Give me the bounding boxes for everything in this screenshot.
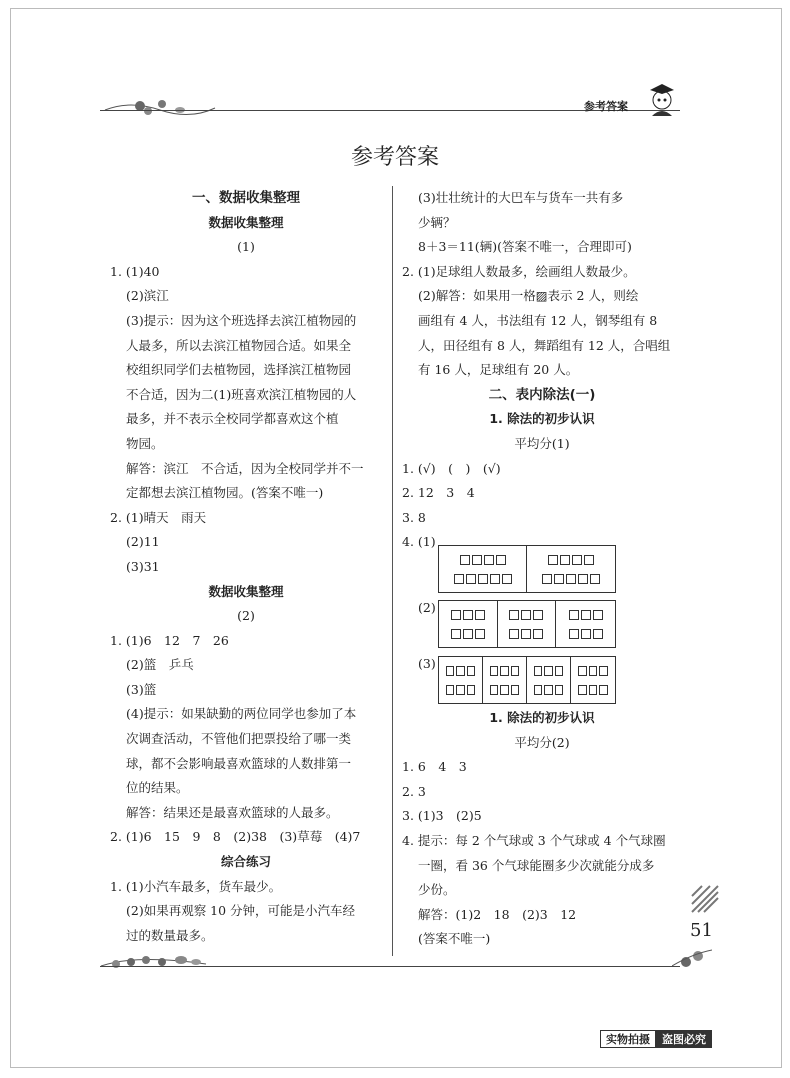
- answer-line: (3)篮: [126, 681, 157, 697]
- division-diagram-3: [438, 656, 616, 704]
- answer-line: 2. 12 3 4: [402, 485, 475, 501]
- answer-line: (2): [237, 608, 255, 624]
- answer-line: 1. (1)小汽车最多，货车最少。: [110, 878, 282, 894]
- floral-ornament-icon: [96, 950, 216, 976]
- answer-line: (2)解答：如果用一格▨表示 2 人，则绘: [418, 288, 639, 304]
- answer-line: (答案不唯一): [418, 931, 491, 947]
- right-column-bottom: [402, 706, 682, 952]
- answer-line: 解答：结果还是最喜欢篮球的人最多。: [126, 804, 339, 820]
- division-diagram-2: [438, 600, 616, 648]
- answer-line: 人，田径组有 8 人，舞蹈组有 12 人，合唱组: [418, 337, 671, 353]
- answer-line: 4. (1): [402, 534, 436, 550]
- diagram-label-2: (2): [418, 600, 436, 615]
- watermark-stamp: [600, 1030, 712, 1048]
- column-divider: [392, 186, 393, 956]
- answer-line: 过的数量最多。: [126, 927, 214, 943]
- answer-line: 解答：(1)2 18 (2)3 12: [418, 906, 577, 922]
- footer-rule: [100, 966, 680, 967]
- division-diagram-1: [438, 545, 616, 593]
- answer-line: 综合练习: [220, 854, 271, 870]
- answer-line: 物园。: [126, 435, 164, 451]
- answer-line: 数据收集整理: [208, 214, 284, 230]
- answer-line: 解答：滨江 不合适，因为全校同学并不一: [126, 460, 364, 476]
- answer-line: 1. 6 4 3: [402, 759, 467, 775]
- answer-line: 2. (1)6 15 9 8 (2)38 (3)草莓 (4)7: [110, 829, 361, 845]
- answer-line: 一、数据收集整理: [192, 190, 300, 206]
- corner-decoration-icon: [690, 884, 720, 914]
- stamp-right: 盗图必究: [656, 1030, 712, 1048]
- answer-line: 1. 除法的初步认识: [489, 710, 595, 725]
- answer-line: 最多，并不表示全校同学都喜欢这个植: [126, 411, 339, 427]
- floral-ornament-icon: [100, 96, 220, 122]
- answer-line: (3)31: [126, 558, 160, 574]
- answer-line: 2. (1)晴天 雨天: [110, 509, 207, 525]
- answer-line: 校组织同学们去植物园，选择滨江植物园: [126, 362, 352, 378]
- answer-line: 8＋3＝11(辆)(答案不唯一，合理即可): [418, 239, 632, 255]
- floral-ornament-icon: [672, 946, 712, 972]
- answer-line: 二、表内除法(一): [488, 386, 596, 403]
- answer-line: 少份。: [418, 882, 456, 898]
- answer-line: (3)壮壮统计的大巴车与货车一共有多: [418, 190, 624, 205]
- right-column-top: [402, 186, 682, 555]
- answer-line: 定都想去滨江植物园。(答案不唯一): [126, 485, 324, 501]
- answer-line: 一圈，看 36 个气球能圈多少次就能分成多: [418, 857, 655, 873]
- answer-line: 人最多，所以去滨江植物园合适。如果全: [126, 337, 352, 353]
- answer-line: 1. (√) ( ) (√): [402, 460, 501, 476]
- answer-line: (3)提示：因为这个班选择去滨江植物园的: [126, 312, 357, 328]
- student-mascot-icon: [642, 80, 682, 118]
- left-column: [110, 186, 382, 948]
- answer-line: 4. 提示：每 2 个气球或 3 个气球或 4 个气球圈: [402, 832, 666, 848]
- answer-line: 球，都不会影响最喜欢篮球的人数排第一: [126, 755, 352, 771]
- answer-line: 3. (1)3 (2)5: [402, 808, 482, 824]
- answer-line: 1. 除法的初步认识: [489, 411, 595, 427]
- answer-line: 不合适，因为二(1)班喜欢滨江植物园的人: [126, 386, 357, 402]
- answer-line: 少辆？: [418, 214, 456, 230]
- answer-line: (1): [237, 239, 255, 255]
- answer-line: (2)篮 乒乓: [126, 657, 194, 673]
- answer-line: (4)提示：如果缺勤的两位同学也参加了本: [126, 706, 357, 722]
- answer-line: 2. 3: [402, 783, 426, 799]
- answer-line: (2)滨江: [126, 288, 169, 304]
- answer-line: 画组有 4 人，书法组有 12 人，钢琴组有 8: [418, 312, 658, 328]
- diagram-label-3: (3): [418, 656, 436, 671]
- page-title: 参考答案: [350, 145, 439, 170]
- page-number: 51: [690, 920, 713, 941]
- answer-line: 平均分(1): [514, 435, 570, 451]
- answer-line: 平均分(2): [514, 734, 570, 750]
- answer-line: 有 16 人，足球组有 20 人。: [418, 362, 579, 378]
- answer-line: (2)如果再观察 10 分钟，可能是小汽车经: [126, 903, 356, 919]
- answer-line: 位的结果。: [126, 780, 189, 796]
- answer-line: 3. 8: [402, 509, 426, 525]
- header-tag: 参考答案: [584, 100, 628, 113]
- answer-line: (2)11: [126, 534, 160, 550]
- answer-line: 数据收集整理: [208, 583, 284, 599]
- answer-line: 1. (1)40: [110, 263, 160, 279]
- stamp-left: 实物拍摄: [600, 1030, 656, 1048]
- answer-line: 2. (1)足球组人数最多，绘画组人数最少。: [402, 263, 636, 279]
- answer-line: 次调查活动，不管他们把票投给了哪一类: [126, 731, 352, 747]
- answer-line: 1. (1)6 12 7 26: [110, 632, 229, 648]
